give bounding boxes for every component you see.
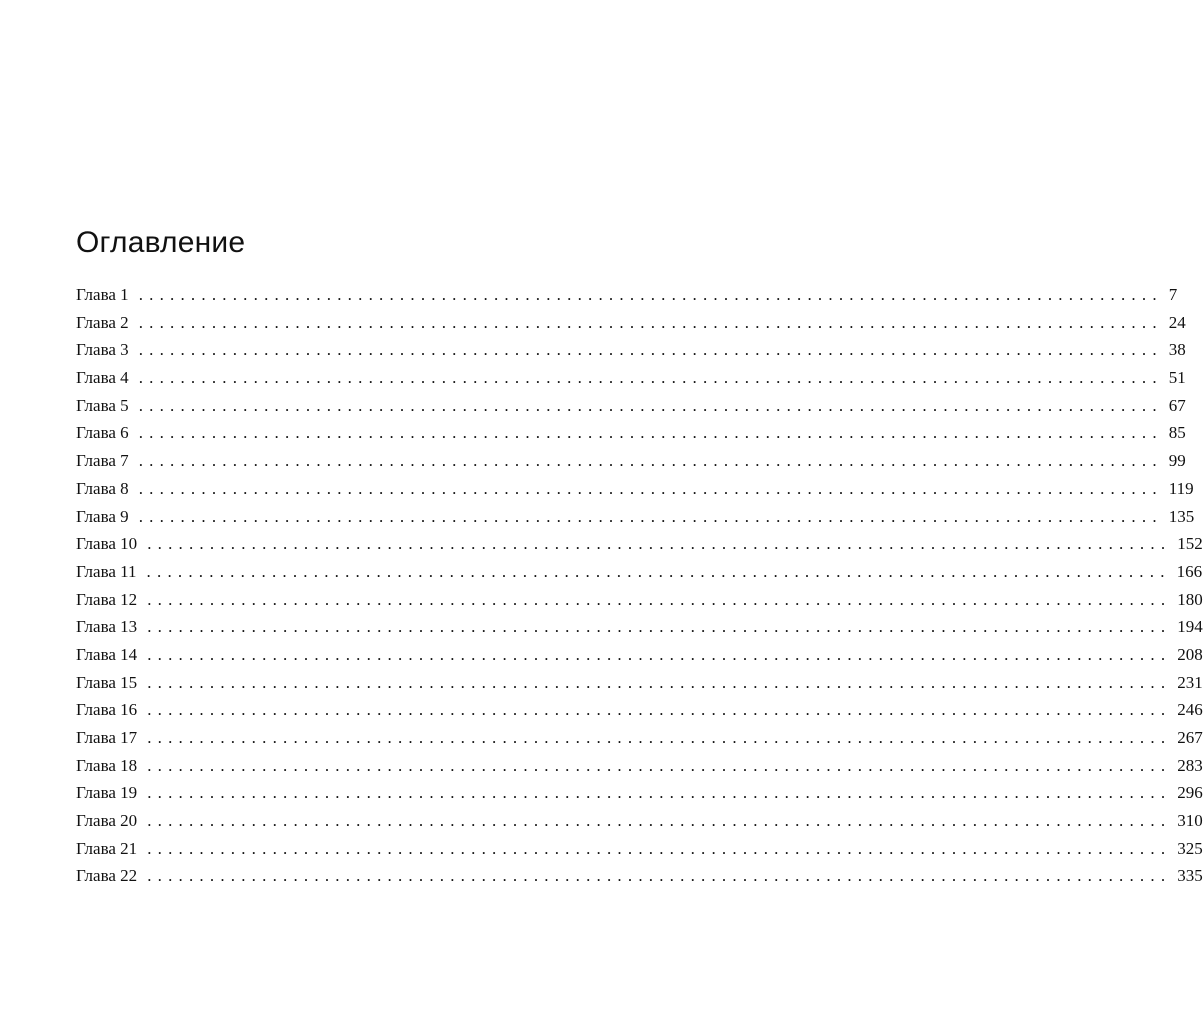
- page-number: 283: [1177, 755, 1203, 775]
- page-number: 135: [1168, 506, 1195, 526]
- dot-leader: ..................................................................................................: [147, 728, 1172, 747]
- page-number: 208: [1177, 644, 1203, 664]
- toc-entry[interactable]: [76, 866, 1203, 894]
- toc-entry[interactable]: [76, 368, 1186, 396]
- dot-leader: ..................................................................................................: [146, 561, 1171, 581]
- chapter-title: Глава 22: [76, 866, 138, 886]
- dot-leader: ..................................................................................................: [138, 451, 1163, 471]
- toc-entry[interactable]: [76, 644, 1203, 673]
- dot-leader: ..................................................................................................: [147, 534, 1172, 554]
- page-number: 246: [1177, 700, 1203, 720]
- toc-entry[interactable]: [76, 285, 1178, 313]
- page-title: Оглавление: [76, 226, 246, 259]
- chapter-title: Глава 14: [76, 644, 138, 664]
- toc-entry[interactable]: [76, 395, 1186, 424]
- dot-leader: ..................................................................................................: [147, 811, 1172, 831]
- chapter-title: Глава 3: [76, 340, 129, 360]
- toc-entry[interactable]: [76, 534, 1203, 562]
- chapter-title: Глава 8: [76, 478, 129, 498]
- dot-leader: ..................................................................................................: [147, 783, 1172, 803]
- dot-leader: ..................................................................................................: [147, 589, 1172, 609]
- chapter-title: Глава 9: [76, 506, 129, 526]
- dot-leader: ..................................................................................................: [147, 838, 1172, 858]
- dot-leader: ..................................................................................................: [138, 478, 1163, 498]
- chapter-title: Глава 15: [76, 672, 138, 692]
- chapter-title: Глава 2: [76, 312, 129, 332]
- page-number: 24: [1168, 312, 1186, 332]
- page-number: 267: [1177, 728, 1203, 747]
- dot-leader: ..................................................................................................: [147, 866, 1172, 886]
- page-number: 180: [1177, 589, 1203, 609]
- toc-entry[interactable]: [76, 478, 1194, 507]
- page-number: 335: [1177, 866, 1203, 886]
- dot-leader: ..................................................................................................: [147, 700, 1172, 720]
- dot-leader: ..................................................................................................: [138, 395, 1163, 415]
- page-number: 7: [1168, 285, 1178, 304]
- page-number: 166: [1176, 561, 1203, 581]
- toc-entry[interactable]: [76, 672, 1203, 701]
- dot-leader: ..................................................................................................: [147, 617, 1172, 637]
- page-number: 310: [1177, 811, 1203, 831]
- chapter-title: Глава 19: [76, 783, 138, 803]
- toc-entry[interactable]: [76, 700, 1203, 728]
- chapter-title: Глава 16: [76, 700, 138, 720]
- toc-entry[interactable]: [76, 755, 1203, 784]
- chapter-title: Глава 18: [76, 755, 138, 775]
- toc-entry[interactable]: [76, 451, 1186, 479]
- toc-entry[interactable]: [76, 340, 1186, 368]
- page-number: 231: [1177, 672, 1203, 692]
- chapter-title: Глава 12: [76, 589, 138, 609]
- dot-leader: ..................................................................................................: [138, 506, 1163, 526]
- chapter-title: Глава 17: [76, 728, 138, 747]
- chapter-title: Глава 21: [76, 838, 138, 858]
- dot-leader: ..................................................................................................: [138, 368, 1163, 388]
- chapter-title: Глава 5: [76, 395, 129, 415]
- dot-leader: ..................................................................................................: [147, 755, 1172, 775]
- dot-leader: ..................................................................................................: [147, 644, 1172, 664]
- toc-entry[interactable]: [76, 589, 1203, 618]
- page-number: 296: [1177, 783, 1203, 803]
- toc-entry[interactable]: [76, 423, 1186, 451]
- toc-entry[interactable]: [76, 506, 1195, 535]
- dot-leader: ..................................................................................................: [147, 672, 1172, 692]
- page-number: 119: [1168, 478, 1194, 498]
- dot-leader: ..................................................................................................: [138, 285, 1163, 304]
- chapter-title: Глава 6: [76, 423, 129, 443]
- toc-entry[interactable]: [76, 838, 1203, 867]
- chapter-title: Глава 7: [76, 451, 129, 471]
- page-number: 99: [1168, 451, 1186, 471]
- chapter-title: Глава 13: [76, 617, 138, 637]
- chapter-title: Глава 10: [76, 534, 138, 554]
- toc-entry[interactable]: [76, 617, 1203, 645]
- chapter-title: Глава 4: [76, 368, 129, 388]
- chapter-title: Глава 1: [76, 285, 129, 304]
- toc-entry[interactable]: [76, 312, 1186, 341]
- page-number: 85: [1168, 423, 1186, 443]
- table-of-contents: [76, 285, 1203, 894]
- page-number: 67: [1168, 395, 1186, 415]
- page-number: 152: [1177, 534, 1203, 554]
- dot-leader: ..................................................................................................: [138, 312, 1163, 332]
- page-number: 325: [1177, 838, 1203, 858]
- page-number: 51: [1168, 368, 1186, 388]
- toc-entry[interactable]: [76, 783, 1203, 811]
- toc-entry[interactable]: [76, 728, 1203, 756]
- page-number: 194: [1177, 617, 1203, 637]
- toc-entry[interactable]: [76, 561, 1203, 590]
- chapter-title: Глава 11: [76, 561, 137, 581]
- chapter-title: Глава 20: [76, 811, 138, 831]
- toc-entry[interactable]: [76, 811, 1203, 839]
- dot-leader: ..................................................................................................: [138, 340, 1163, 360]
- page-number: 38: [1168, 340, 1186, 360]
- dot-leader: ..................................................................................................: [138, 423, 1163, 443]
